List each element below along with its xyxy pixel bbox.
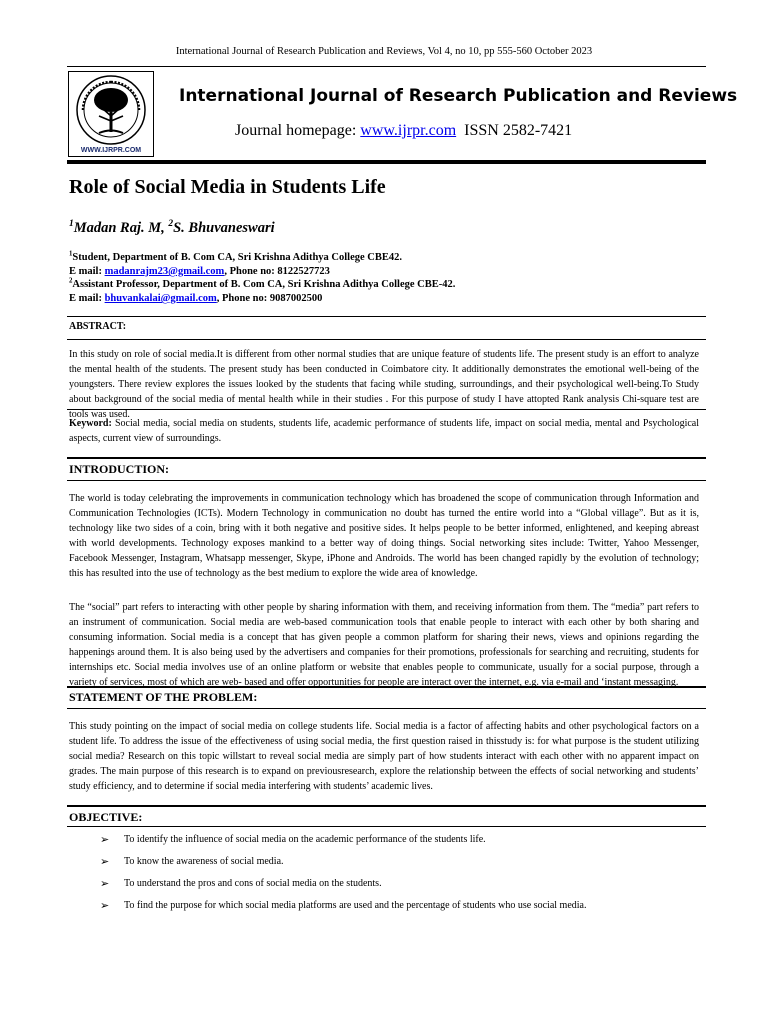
issn: ISSN 2582-7421 [464, 122, 573, 139]
keyword-label: Keyword: [69, 418, 112, 429]
affiliation-2-marker: 2 [69, 277, 73, 285]
arrow-bullet-icon: ➢ [100, 833, 110, 846]
problem-paragraph: This study pointing on the impact of social media on college students life. Social media is a factor of affecting habits and other psychological factors on a student life. To address the issue of the effectiveness of using social media, the first question raised in thisstudy is: for what purpose is the student utilizing social media? Research on this topic willstart to reveal social media are simply part of how students interact with each other with no apparent impact on grades. The main purpose of this research is to expand on previousresearch, explore the relationship between the effects of social networking and students’ study efficiency, and to determine if social media interfering with students’ academic lives. [69, 721, 699, 793]
introduction-paragraph-2: The “social” part refers to interacting with other people by sharing information with them, and receiving information from them. The “media” part refers to an instrument of communication. Social media are web-based communication tools that enable people to interact with each other by both sharing and consuming information. Social media is a concept that has given people a common platform for sharing their news, views and opinions regarding the happenings around them. It is also being used by the advertisers and companies for their promotions, professionals for searching and recruiting, students for internships etc. Social media involves use of an online platform or website that enables people to communicate, usually for a social purpose, through a variety of services, most of which are web- based and offer opportunities for people are interact over the internet, e.g. via e-mail and ‘instant messaging. [69, 602, 699, 689]
list-item [100, 856, 587, 878]
arrow-bullet-icon: ➢ [100, 855, 110, 868]
affiliation-2-text: Assistant Professor, Department of B. Com CA, Sri Krishna Adithya College CBE-42. [72, 279, 456, 290]
homepage-label: Journal homepage: [235, 122, 361, 139]
introduction-paragraph-1: The world is today celebrating the improvements in communication technology which has broadened the scope of communication through Information and Communication Technologies (ICTs). Modern Technology in communication no doubt has turned the entire world into a “Global village”. But as it is, technology like two sides of a coin, bring with it both negative and positive sides. It helps people to be better informed, enlightened, and keeping abreast with world developments. Technology exposes mankind to a better way of doing things. Social networking sites include: Twitter, Yahoo Messenger, Facebook Messenger, Instagram, Whatsapp messenger, Skype, iPhone and Androids. The world has been changed rapidly by the evolution of technology; this has resulted into the use of technology as the best medium to explore the wide area of knowledge. [69, 493, 699, 580]
running-head: International Journal of Research Publication and Reviews, Vol 4, no 10, pp 555-560 October 2023 [175, 46, 593, 57]
affiliation-1-marker: 1 [69, 250, 73, 258]
keyword-list: Social media, social media on students, students life, academic performance of students life, impact on social media, mental and Psychological aspects, current view of surroundings. [69, 418, 699, 445]
objective-text: To find the purpose for which social media platforms are used and the percentage of students who use social media. [124, 900, 587, 911]
journal-logo [68, 71, 154, 157]
intro-heading-rule [67, 480, 706, 481]
email-2-label: E mail: [69, 293, 105, 304]
author-2-marker: 2 [168, 219, 174, 230]
abstract-heading: ABSTRACT: [69, 321, 127, 332]
problem-top-rule [67, 686, 706, 688]
affiliation-1-text: Student, Department of B. Com CA, Sri Krishna Adithya College CBE42. [72, 252, 402, 263]
introduction-heading: INTRODUCTION: [69, 462, 170, 476]
email-1-label: E mail: [69, 266, 105, 277]
email-2-link[interactable]: bhuvankalai@gmail.com [104, 293, 217, 304]
abstract-text: In this study on role of social media.It is different from other normal studies that are unique feature of students life. The present study is an effort to analyze the mental health of the students. The present study has been conducted in Coimbatore city. It additionally demonstrates the emotional well-being of the youngsters. There review explores the issues looked by the students that facing while studing, surroundings, and their psychological well-being.To Study about background of the social media of mental health while in their studies . For this purpose of study I have attopted Rank analysis Chi-square test are tools was used. [69, 349, 699, 421]
masthead-rule [67, 160, 706, 164]
journal-name: International Journal of Research Publication and Reviews [179, 86, 738, 106]
journal-homepage [235, 122, 572, 140]
list-item [100, 900, 587, 922]
logo-url-text: WWW.IJRPR.COM [80, 147, 142, 154]
contact-1 [69, 266, 330, 277]
author-2-name: S. Bhuvaneswari [173, 220, 275, 236]
objective-heading: OBJECTIVE: [69, 810, 143, 824]
abstract-heading-rule [67, 339, 706, 340]
abstract-bottom-rule [67, 409, 706, 410]
problem-heading: STATEMENT OF THE PROBLEM: [69, 690, 258, 704]
intro-top-rule [67, 457, 706, 459]
paper-title: Role of Social Media in Students Life [69, 176, 386, 198]
phone-1: , Phone no: 8122527723 [224, 266, 330, 277]
contact-2 [69, 293, 322, 304]
objective-top-rule [67, 805, 706, 807]
affiliation-2 [69, 279, 455, 290]
objective-text: To identify the influence of social media on the academic performance of the students life. [124, 834, 486, 845]
author-1-name: Madan Raj. M, [73, 220, 169, 236]
phone-2: , Phone no: 9087002500 [216, 293, 323, 304]
affiliation-1 [69, 252, 402, 263]
tree-emblem-icon [69, 72, 153, 146]
arrow-bullet-icon: ➢ [100, 899, 110, 912]
objective-text: To know the awareness of social media. [124, 856, 284, 867]
arrow-bullet-icon: ➢ [100, 877, 110, 890]
email-1-link[interactable]: madanrajm23@gmail.com [104, 266, 225, 277]
list-item [100, 878, 587, 900]
header-rule [67, 66, 706, 67]
abstract-top-rule [67, 316, 706, 317]
objective-heading-rule [67, 826, 706, 827]
objective-text: To understand the pros and cons of social media on the students. [124, 878, 382, 889]
problem-heading-rule [67, 708, 706, 709]
author-1-marker: 1 [69, 219, 74, 230]
keywords [69, 416, 699, 446]
homepage-link[interactable]: www.ijrpr.com [360, 122, 457, 139]
list-item [100, 834, 587, 856]
author-list [69, 220, 275, 237]
objective-list [100, 834, 587, 922]
